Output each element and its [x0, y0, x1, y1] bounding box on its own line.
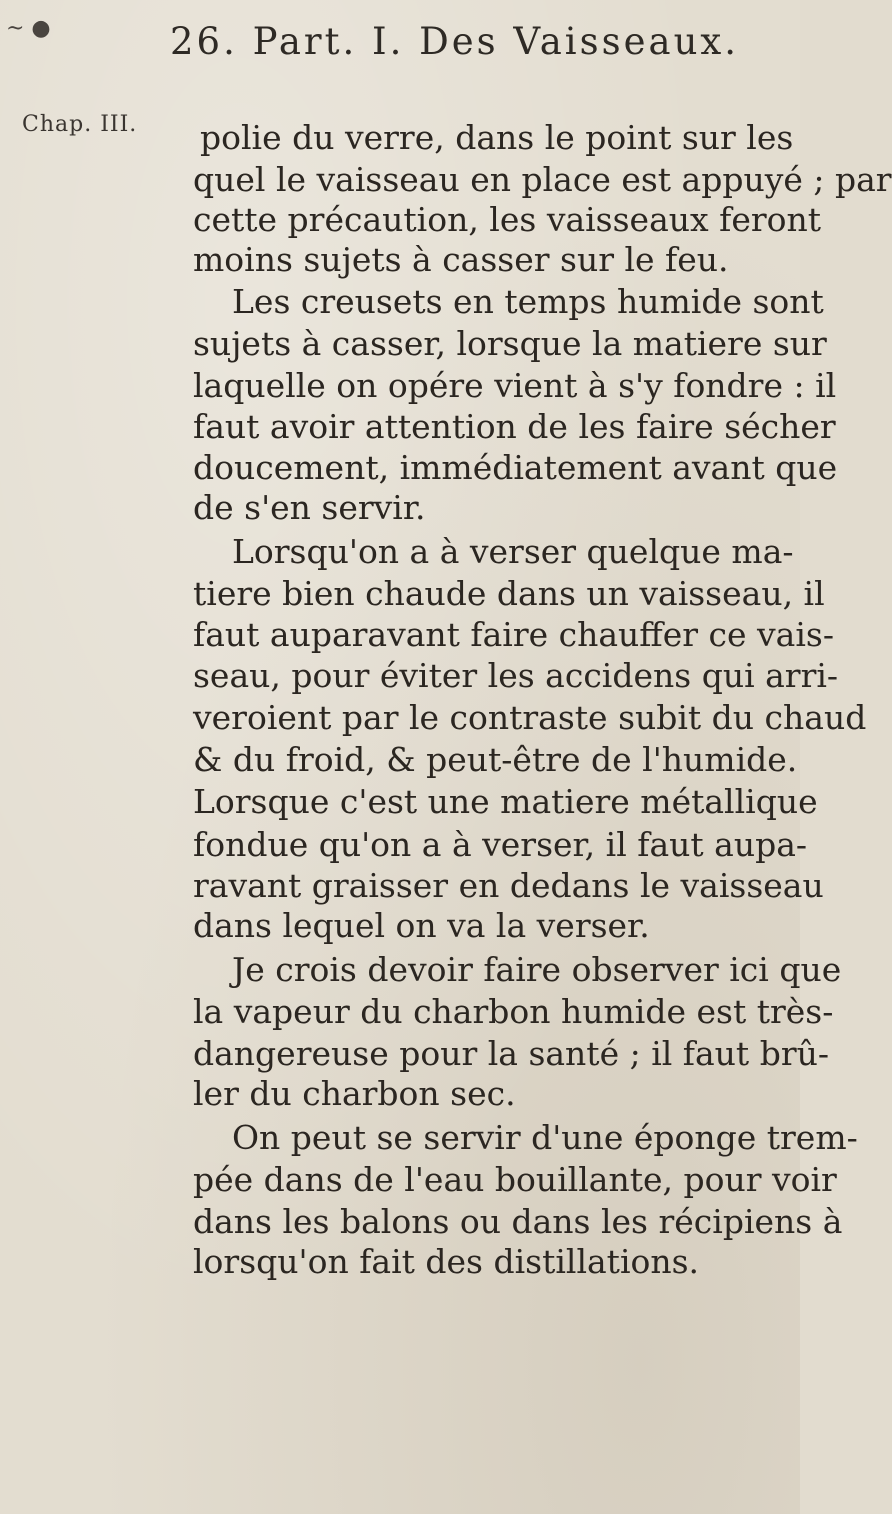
text-line-7: laquelle on opére vient à s'y fondre : il: [193, 366, 837, 405]
text-line-15: veroient par le contraste subit du chaud: [193, 698, 867, 737]
text-line-22: la vapeur du charbon humide est très-: [193, 992, 834, 1031]
text-line-12: tiere bien chaude dans un vaisseau, il: [193, 574, 825, 613]
chapter-label: Chap. III.: [22, 112, 138, 137]
text-line-20: dans lequel on va la verser.: [193, 906, 650, 945]
text-line-27: dans les balons ou dans les récipiens à: [193, 1202, 843, 1241]
text-line-23: dangereuse pour la santé ; il faut brû-: [193, 1034, 829, 1073]
text-line-11: Lorsqu'on a à verser quelque ma-: [232, 532, 794, 571]
text-line-4: moins sujets à casser sur le feu.: [193, 240, 729, 279]
text-line-8: faut avoir attention de les faire sécher: [193, 407, 836, 446]
text-line-13: faut auparavant faire chauffer ce vais-: [193, 615, 834, 654]
text-line-14: seau, pour éviter les accidens qui arri-: [193, 656, 839, 695]
text-line-5: Les creusets en temps humide sont: [232, 282, 824, 321]
text-line-19: ravant graisser en dedans le vaisseau: [193, 866, 824, 905]
text-line-17: Lorsque c'est une matiere métallique: [193, 782, 818, 821]
text-line-21: Je crois devoir faire observer ici que: [232, 950, 842, 989]
text-line-25: On peut se servir d'une éponge trem-: [232, 1118, 858, 1157]
text-line-28: lorsqu'on fait des distillations.: [193, 1242, 700, 1281]
text-line-10: de s'en servir.: [193, 488, 426, 527]
text-line-16: & du froid, & peut-être de l'humide.: [193, 740, 798, 779]
text-line-1: polie du verre, dans le point sur les: [200, 118, 794, 157]
text-line-2: quel le vaisseau en place est appuyé ; par: [193, 160, 892, 199]
corner-mark: ~ ●: [6, 16, 51, 41]
text-line-3: cette précaution, les vaisseaux feront: [193, 200, 822, 239]
text-line-6: sujets à casser, lorsque la matiere sur: [193, 324, 827, 363]
text-line-9: doucement, immédiatement avant que: [193, 448, 838, 487]
text-line-24: ler du charbon sec.: [193, 1074, 516, 1113]
running-head: 26. Part. I. Des Vaisseaux.: [170, 20, 740, 63]
text-line-18: fondue qu'on a à verser, il faut aupa-: [193, 825, 808, 864]
text-line-26: pée dans de l'eau bouillante, pour voir: [193, 1160, 837, 1199]
